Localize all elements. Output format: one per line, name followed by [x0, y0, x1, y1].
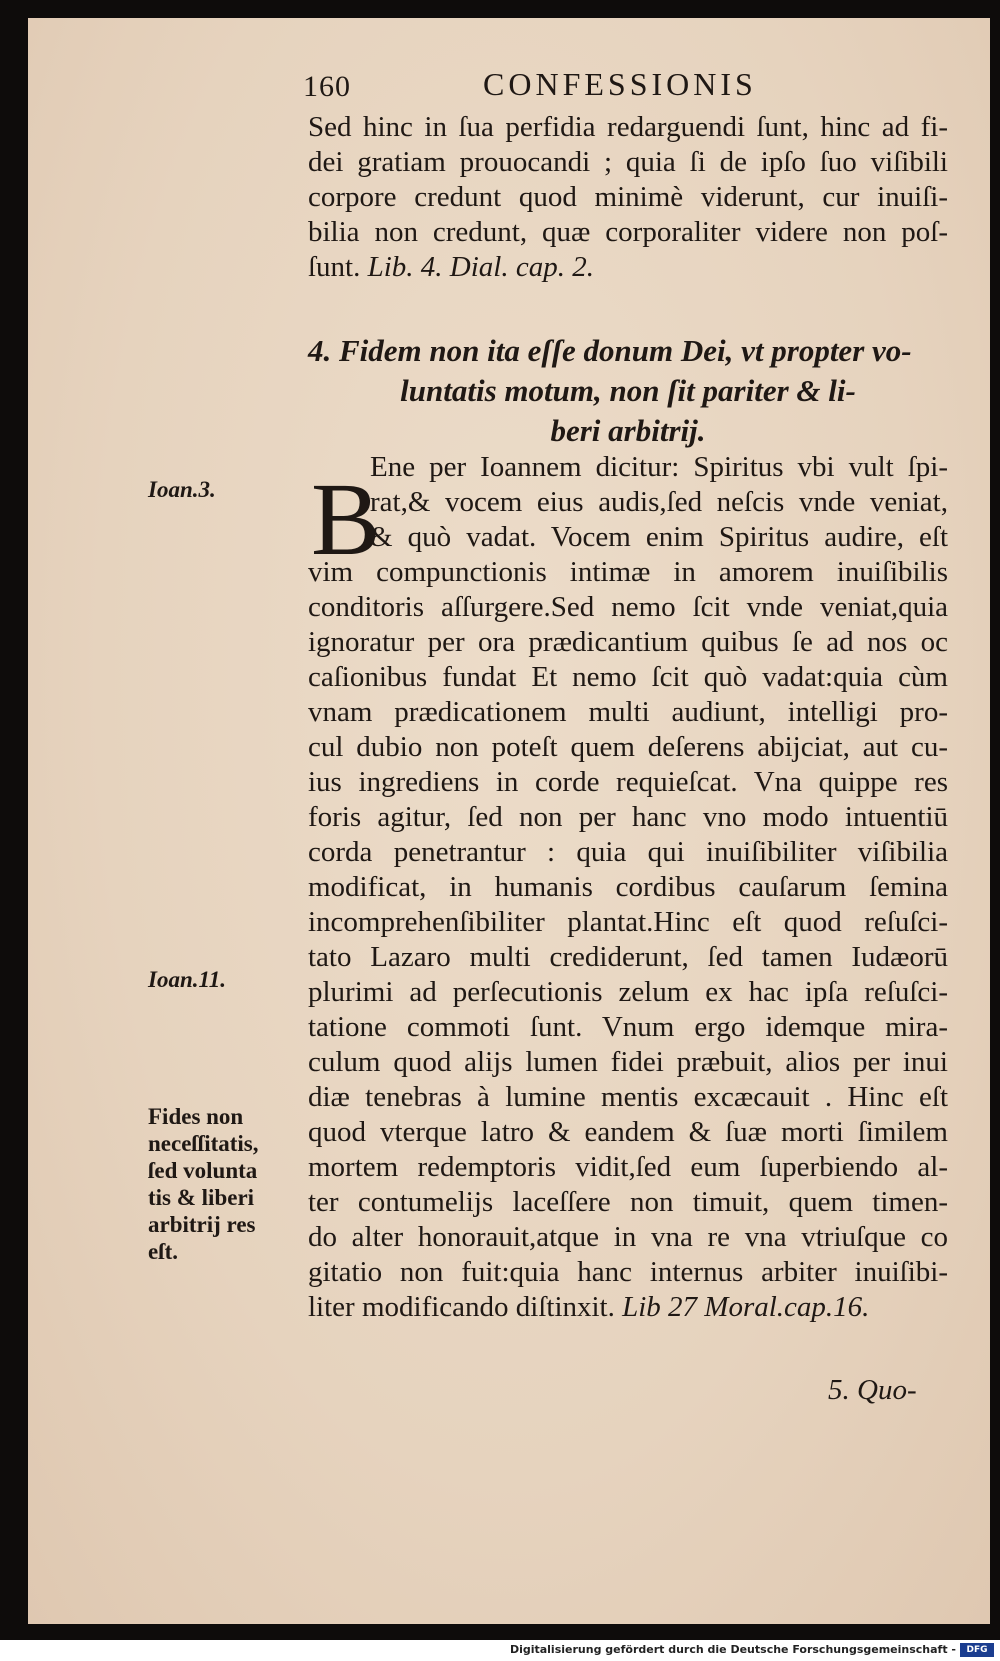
text-line: ius ingrediens in corde requieſcat. Vna quippe res [308, 766, 948, 798]
text-line: incomprehenſibiliter plantat.Hinc eſt quod reſuſci- [308, 906, 948, 938]
footer-credit: Digitalisierung gefördert durch die Deutsche Forschungsgemeinschaft - [509, 1643, 956, 1656]
text-line: corda penetrantur : quia qui inuiſibiliter viſibilia [308, 836, 948, 868]
text-line: corpore credunt quod minimè viderunt, cur inuiſi- [308, 181, 948, 213]
main-paragraph-indented [370, 450, 948, 555]
text-line: plurimi ad perſecutionis zelum ex hac ipſa reſuſci- [308, 976, 948, 1008]
text-line: do alter honorauit,atque in vna re vna vtriuſque co [308, 1221, 948, 1253]
heading-line: luntatis motum, non ſit pariter & li- [400, 373, 856, 408]
text-line: tatione commoti ſunt. Vnum ergo idemque mira- [308, 1011, 948, 1043]
section-heading [308, 331, 948, 451]
text-line: conditoris aſſurgere.Sed nemo ſcit vnde veniat,quia [308, 591, 948, 623]
text-line: & quò vadat. Vocem enim Spiritus audire, eſt [370, 521, 948, 553]
text-line: diæ tenebras à lumine mentis excæcauit . Hinc eſt [308, 1081, 948, 1113]
margin-note-line: ſed volunta [148, 1158, 258, 1183]
text-line: foris agitur, ſed non per hanc vno modo intuentiū [308, 801, 948, 833]
text-line: ter contumelijs laceſſere non timuit, quem timen- [308, 1186, 948, 1218]
text-line: vim compunctionis intimæ in amorem inuiſibilis [308, 556, 948, 588]
text-fragment: liter modificando diſtinxit. [308, 1291, 615, 1323]
text-line: Ene per Ioannem dicitur: Spiritus vbi vult ſpi- [370, 451, 948, 483]
text-line: vnam prædicationem multi audiunt, intelligi pro- [308, 696, 948, 728]
margin-note-fides [148, 1103, 259, 1265]
text-line: modificat, in humanis cordibus cauſarum ſemina [308, 871, 948, 903]
catchword: 5. Quo- [828, 1374, 917, 1406]
text-line [308, 250, 948, 285]
page-number: 160 [303, 70, 351, 103]
text-line: Sed hinc in ſua perfidia redarguendi ſunt, hinc ad fi- [308, 111, 948, 143]
text-line: culum quod alijs lumen fidei præbuit, alios per inui [308, 1046, 948, 1078]
margin-note-line: neceſſitatis, [148, 1131, 259, 1156]
book-page [28, 18, 990, 1624]
dfg-logo: DFG [960, 1643, 994, 1657]
source-reference: Lib 27 Moral.cap.16. [622, 1291, 870, 1323]
text-line: dei gratiam prouocandi ; quia ſi de ipſo ſuo viſibili [308, 146, 948, 178]
running-head [303, 62, 823, 108]
drop-cap-initial: B [311, 462, 381, 577]
text-line: gitatio non fuit:quia hanc internus arbiter inuiſibi- [308, 1256, 948, 1288]
text-line [308, 1290, 948, 1325]
margin-note-ioan-3: Ioan.3. [148, 477, 216, 502]
margin-note-line: eſt. [148, 1239, 179, 1264]
text-line: ignoratur per ora prædicantium quibus ſe ad nos oc [308, 626, 948, 658]
source-reference: Lib. 4. Dial. cap. 2. [367, 251, 594, 283]
margin-note-ioan-11: Ioan.11. [148, 967, 226, 992]
text-line: cul dubio non poteſt quem deſerens abijciat, aut cu- [308, 731, 948, 763]
text-line: caſionibus fundat Et nemo ſcit quò vadat:quia cùm [308, 661, 948, 693]
text-line: mortem redemptoris vidit,ſed eum ſuperbiendo al- [308, 1151, 948, 1183]
running-title: CONFESSIONIS [483, 66, 757, 102]
main-paragraph [308, 555, 948, 1325]
text-line: bilia non credunt, quæ corporaliter videre non poſ- [308, 216, 948, 248]
heading-line: 4. Fidem non ita eſſe donum Dei, vt propter vo- [308, 333, 912, 368]
digitization-footer [0, 1640, 1000, 1661]
text-line: tato Lazaro multi crediderunt, ſed tamen Iudæorū [308, 941, 948, 973]
heading-line: beri arbitrij. [550, 413, 706, 448]
margin-note-line: tis & liberi [148, 1185, 255, 1210]
text-line: rat,& vocem eius audis,ſed neſcis vnde veniat, [370, 486, 948, 518]
margin-note-line: Fides non [148, 1104, 244, 1129]
opening-paragraph [308, 110, 948, 285]
margin-note-line: arbitrij res [148, 1212, 256, 1237]
text-line: quod vterque latro & eandem & ſuæ morti ſimilem [308, 1116, 948, 1148]
text-fragment: ſunt. [308, 251, 361, 283]
